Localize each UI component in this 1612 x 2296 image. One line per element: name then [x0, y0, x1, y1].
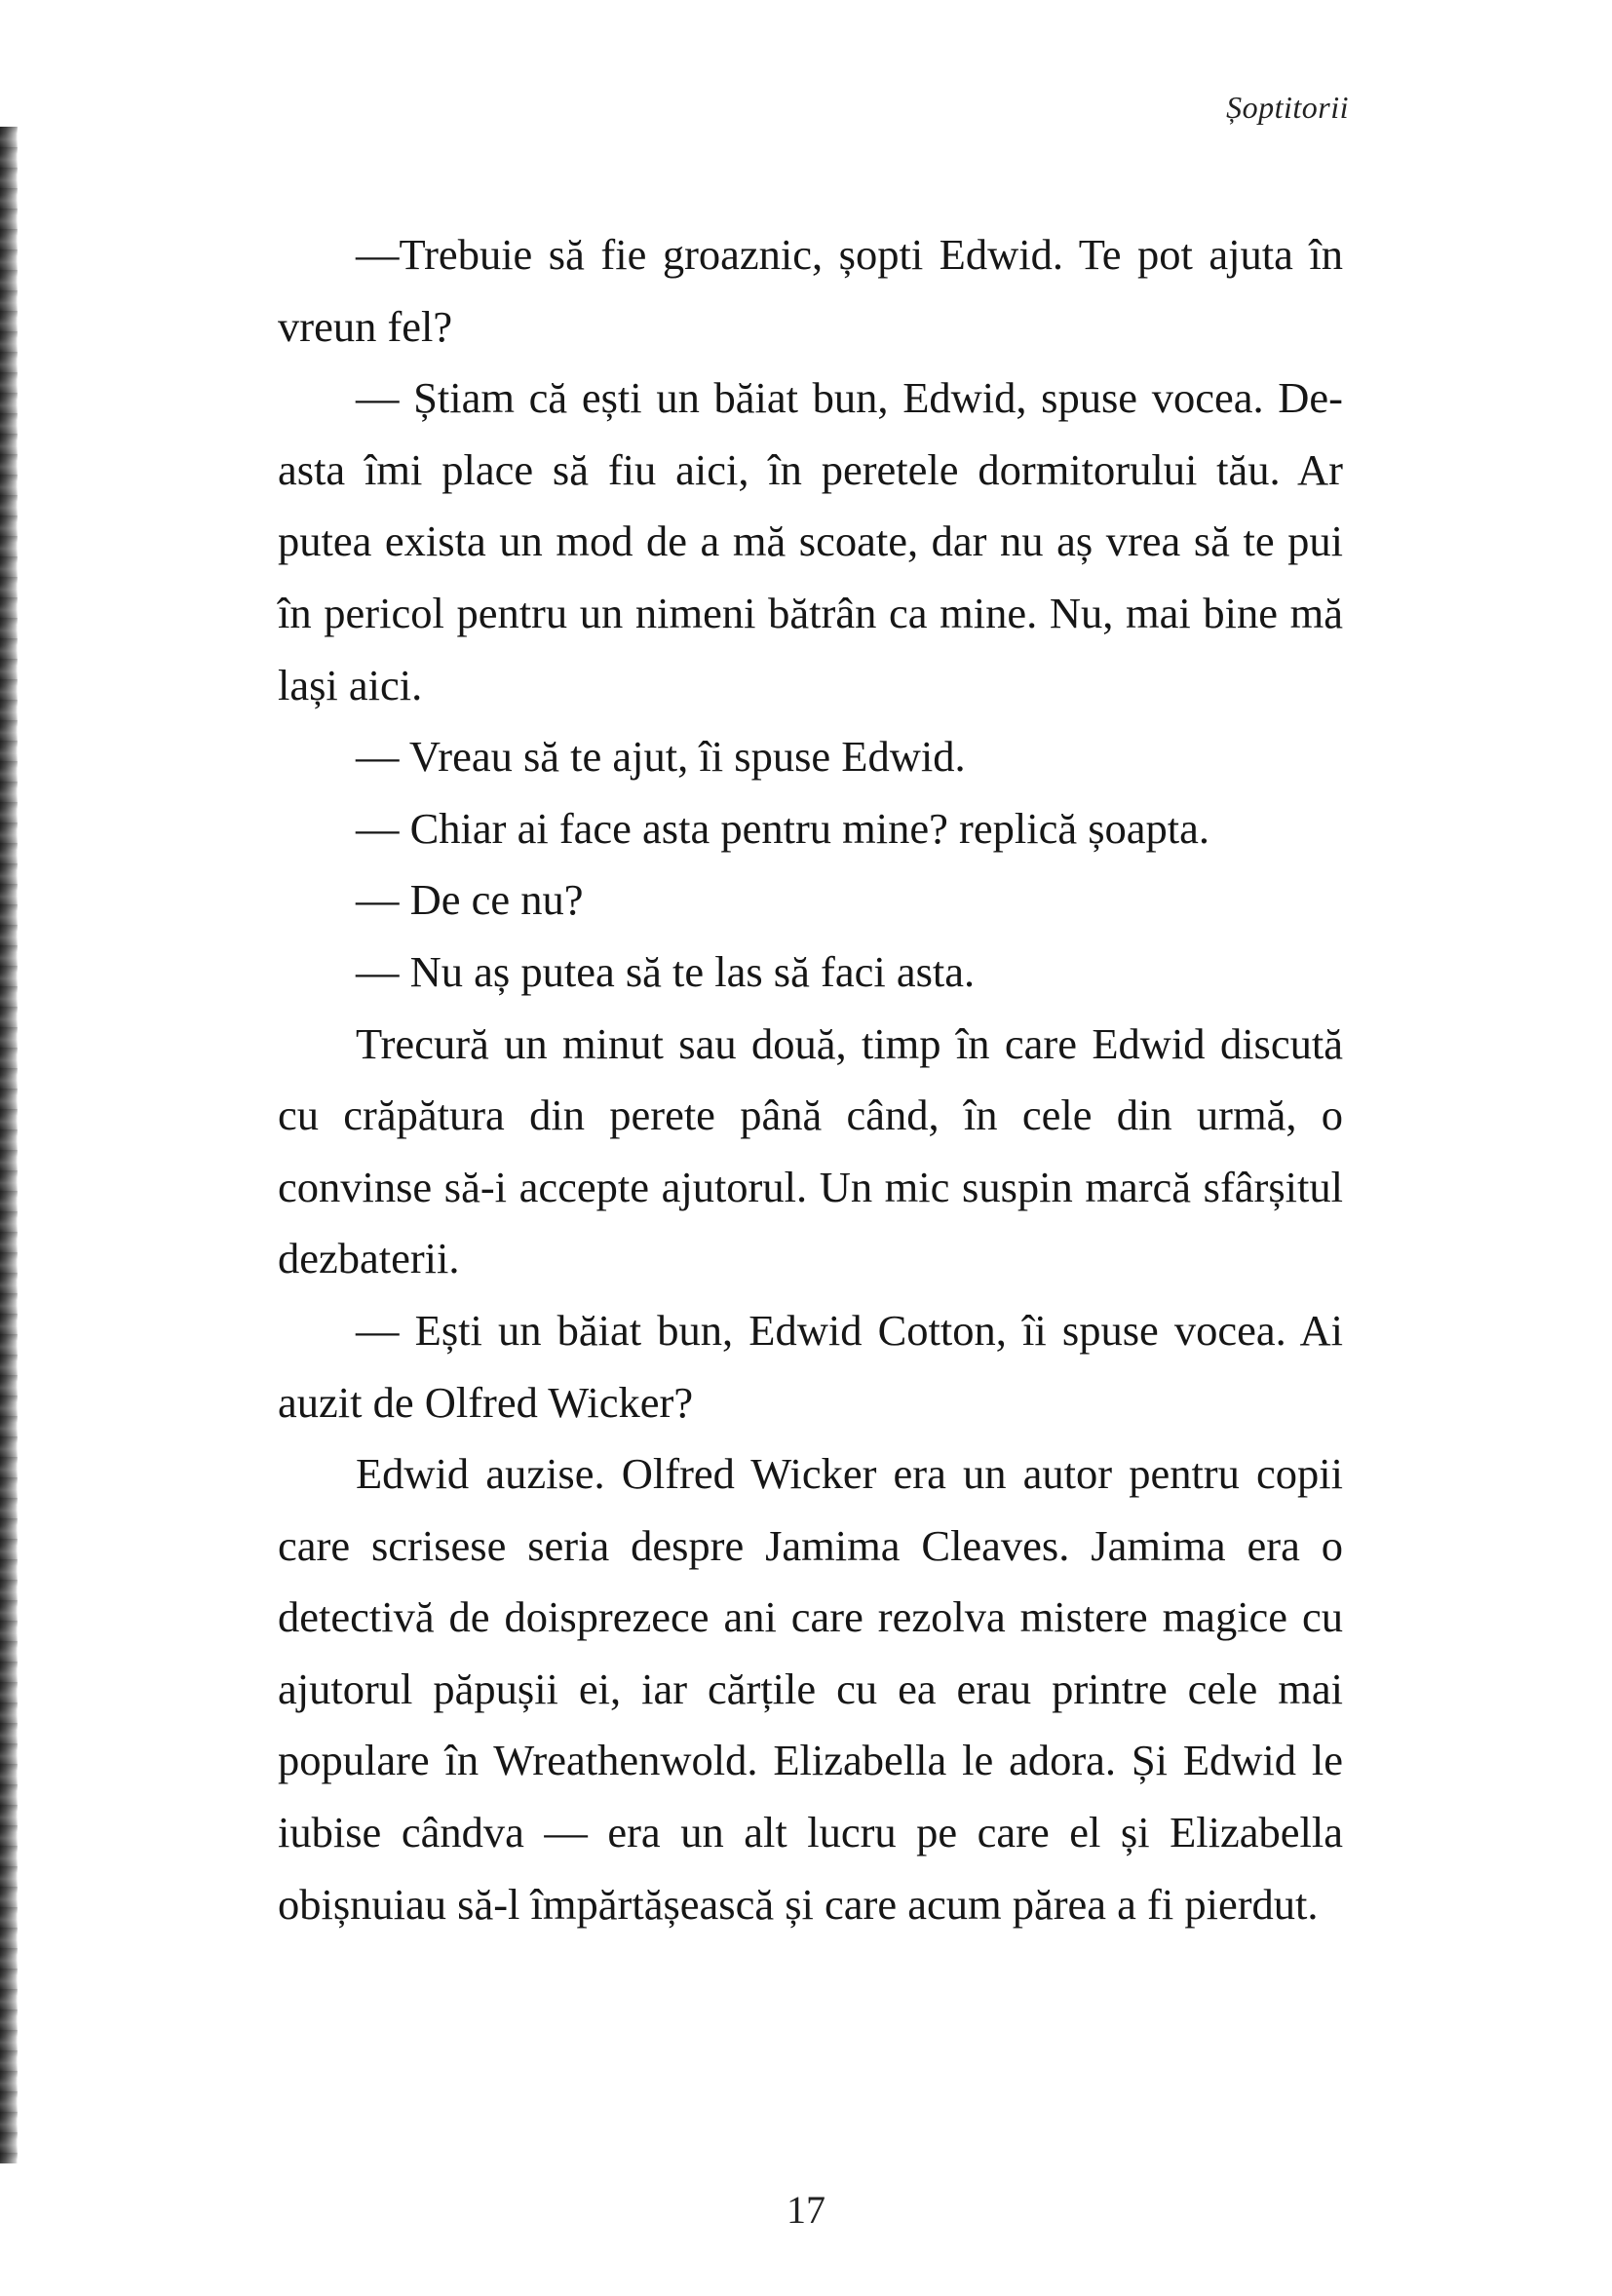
paragraph: — Vreau să te ajut, îi spuse Edwid.	[356, 732, 966, 782]
paragraph: Edwid auzise. Olfred Wicker era un autor pentru copii care scrisese seria despre Jamima Cleaves. Jamima era o detectivă de doisprezece ani care rezolva mistere magice cu ajutorul păpușii ei, iar cărțile cu ea erau printre cele mai populare în Wreathenwold. Elizabella le adora. Și Edwid le iubise cândva — era un alt lucru pe care el și Elizabella obișnuiau să-l împărtășească și care acum părea a fi pierdut.	[278, 1449, 1343, 1929]
paragraph: — Nu aș putea să te las să faci asta.	[356, 946, 976, 996]
paragraph: — Ești un băiat bun, Edwid Cotton, îi spuse vocea. Ai auzit de Olfred Wicker?	[278, 1305, 1343, 1427]
paragraph: — Chiar ai face asta pentru mine? replică șoapta.	[356, 803, 1210, 853]
paragraph: Trecură un minut sau două, timp în care Edwid discută cu crăpătura din perete până când, în cele din urmă, o convinse să-i accepte ajutorul. Un mic suspin marcă sfârșitul dezbaterii.	[278, 1018, 1343, 1283]
running-head: Șoptitorii	[1226, 90, 1349, 125]
scanned-spine-edge	[0, 127, 18, 2163]
page-number: 17	[787, 2188, 825, 2232]
paragraph: —Trebuie să fie groaznic, șopti Edwid. Te pot ajuta în vreun fel?	[278, 230, 1343, 351]
body-text	[278, 219, 1343, 1940]
paragraph: — Știam că ești un băiat bun, Edwid, spuse vocea. De-asta îmi place să fiu aici, în peretele dormitorului tău. Ar putea exista un mod de a mă scoate, dar nu aș vrea să te pui în pericol pentru un nimeni bătrân ca mine. Nu, mai bine mă lași aici.	[278, 373, 1343, 709]
paragraph: — De ce nu?	[356, 875, 584, 925]
